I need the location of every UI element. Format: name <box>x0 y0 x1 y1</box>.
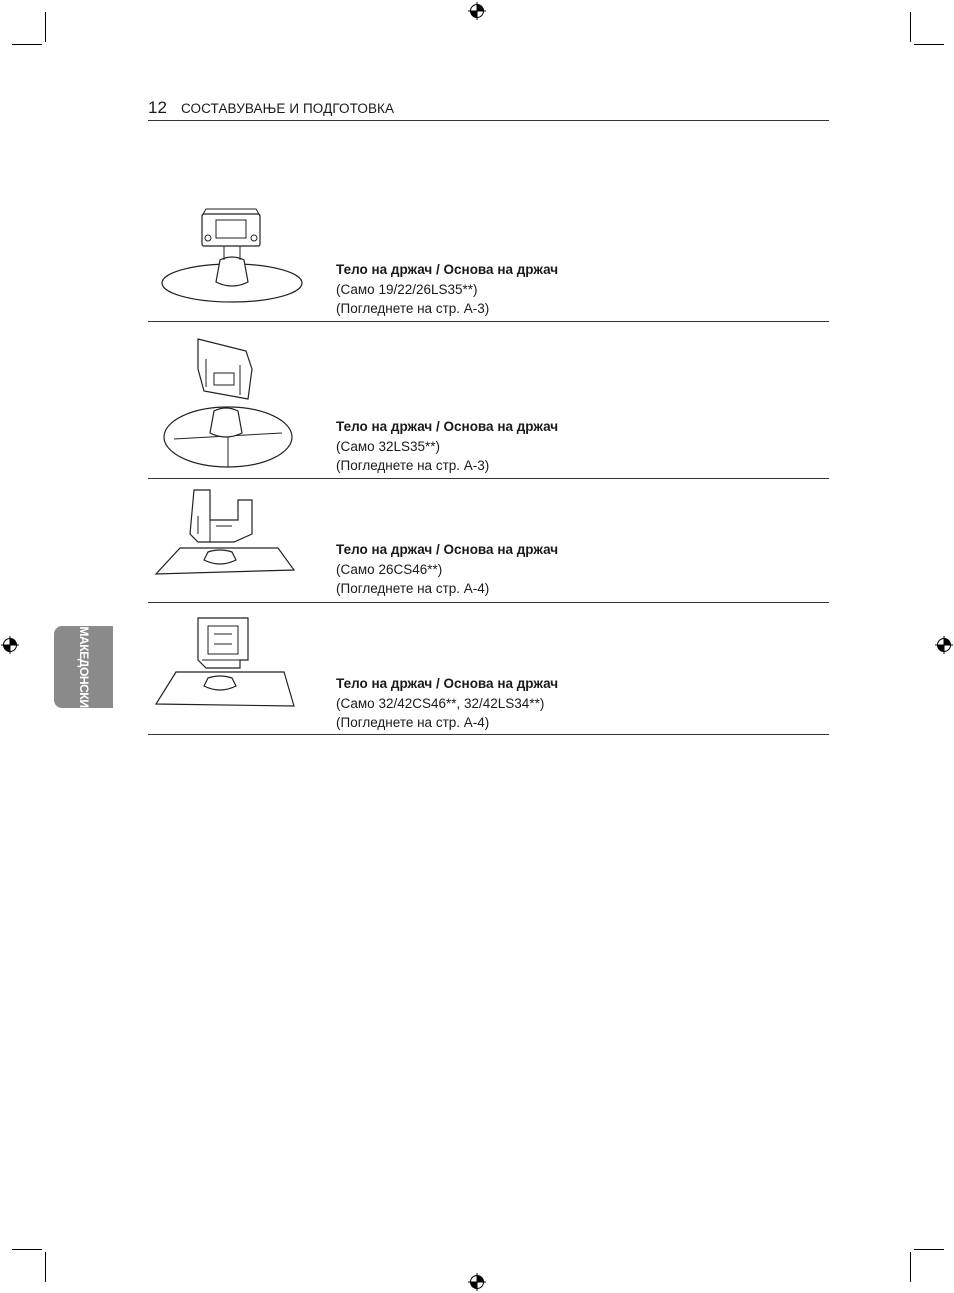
crop-mark <box>914 1249 944 1250</box>
stand-model: (Само 32LS35**) <box>336 438 440 454</box>
stand-row <box>148 478 829 603</box>
stand-illustration-icon <box>154 206 304 308</box>
stand-page-reference: (Погледнете на стр. A-4) <box>336 581 490 596</box>
stand-name: Тело на држач / Основа на држач <box>336 262 559 277</box>
stand-row <box>148 321 829 479</box>
stand-illustration-icon <box>154 614 304 726</box>
stand-model: (Само 19/22/26LS35**) <box>336 281 478 297</box>
stand-illustration-icon <box>154 329 304 471</box>
language-tab <box>54 626 113 708</box>
stand-name: Тело на држач / Основа на држач <box>336 676 559 691</box>
crop-mark <box>910 1252 911 1282</box>
crop-mark <box>45 12 46 42</box>
stand-row <box>148 200 829 322</box>
section-title: СОСТАВУВАЊЕ И ПОДГОТОВКА <box>181 101 395 116</box>
stand-description <box>336 540 558 599</box>
registration-mark-icon <box>468 1273 486 1291</box>
page-number: 12 <box>148 98 167 117</box>
crop-mark <box>45 1252 46 1282</box>
stand-page-reference: (Погледнете на стр. A-3) <box>336 458 490 473</box>
registration-mark-icon <box>935 636 953 654</box>
crop-mark <box>12 1249 42 1250</box>
stand-name: Тело на држач / Основа на држач <box>336 542 559 557</box>
registration-mark-icon <box>1 636 19 654</box>
stand-model: (Само 26CS46**) <box>336 561 443 577</box>
crop-mark <box>914 44 944 45</box>
stand-row <box>148 602 829 735</box>
stand-name: Тело на држач / Основа на држач <box>336 419 559 434</box>
stand-illustration-icon <box>154 486 304 596</box>
language-tab-label: МАКЕДОНСКИ <box>76 626 91 708</box>
stand-model: (Само 32/42CS46**, 32/42LS34**) <box>336 695 545 711</box>
crop-mark <box>12 44 42 45</box>
stand-description <box>336 260 558 319</box>
page-header <box>148 98 829 121</box>
stand-page-reference: (Погледнете на стр. A-3) <box>336 301 490 316</box>
stand-page-reference: (Погледнете на стр. A-4) <box>336 715 490 730</box>
stand-description <box>336 674 558 733</box>
stand-description <box>336 417 558 476</box>
crop-mark <box>910 12 911 42</box>
registration-mark-icon <box>468 2 486 20</box>
